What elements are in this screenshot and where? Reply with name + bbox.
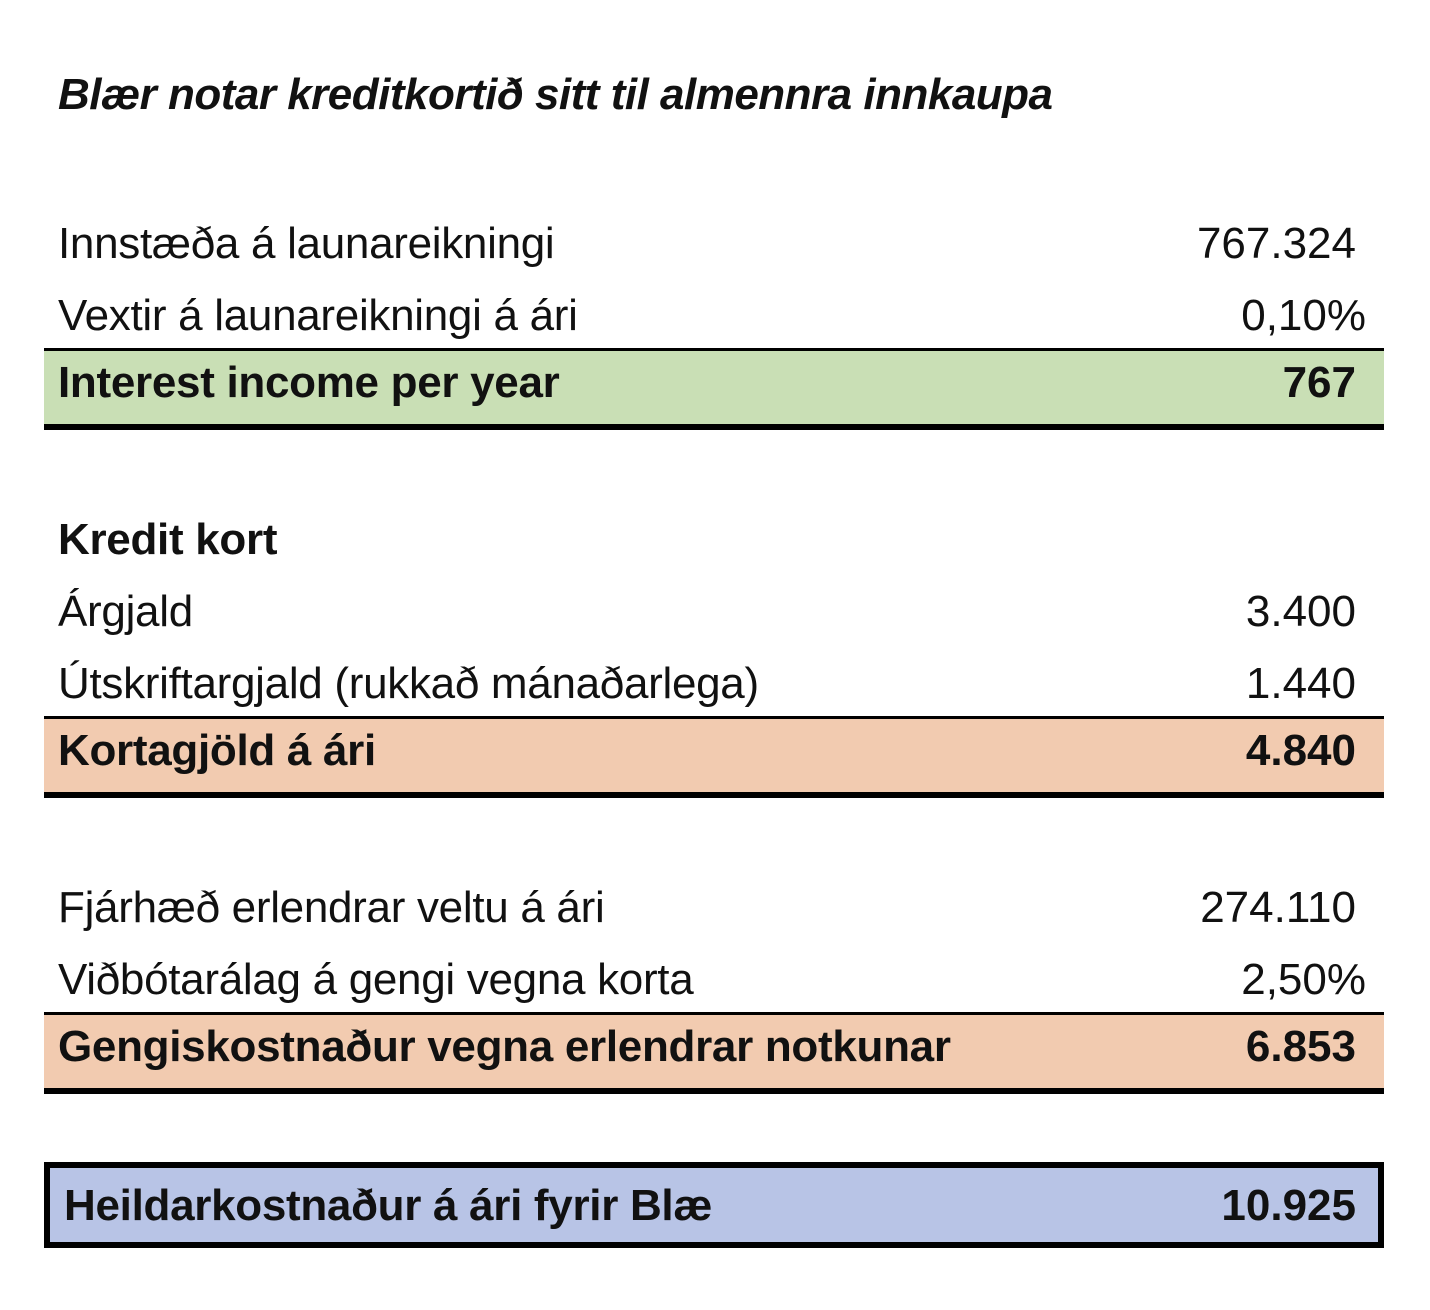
grand-total-value: 10.925 xyxy=(1221,1181,1356,1230)
credit-card-heading: Kredit kort xyxy=(58,515,278,564)
fx-cost-total-row[interactable] xyxy=(44,1012,1384,1094)
balance-label: Innstæða á launareikningi xyxy=(58,219,555,268)
annual-fee-row[interactable] xyxy=(44,576,1384,648)
balance-row[interactable] xyxy=(44,208,1384,280)
foreign-turnover-label: Fjárhæð erlendrar veltu á ári xyxy=(58,883,605,932)
fx-markup-value: 2,50% xyxy=(1241,955,1366,1004)
interest-income-value: 767 xyxy=(1282,358,1356,407)
grand-total-row[interactable] xyxy=(44,1162,1384,1248)
interest-rate-row[interactable] xyxy=(44,280,1384,352)
statement-fee-label: Útskriftargjald (rukkað mánaðarlega) xyxy=(58,659,759,708)
card-fees-total-row[interactable] xyxy=(44,716,1384,798)
credit-card-heading-row[interactable] xyxy=(44,504,1384,576)
fx-cost-total-value: 6.853 xyxy=(1245,1022,1356,1071)
interest-rate-value: 0,10% xyxy=(1241,291,1366,340)
annual-fee-label: Árgjald xyxy=(58,587,193,636)
interest-rate-label: Vextir á launareikningi á ári xyxy=(58,291,578,340)
card-fees-total-value: 4.840 xyxy=(1245,726,1356,775)
annual-fee-value: 3.400 xyxy=(1245,587,1356,636)
fx-markup-row[interactable] xyxy=(44,944,1384,1016)
interest-income-label: Interest income per year xyxy=(58,358,560,407)
foreign-turnover-row[interactable] xyxy=(44,872,1384,944)
foreign-turnover-value: 274.110 xyxy=(1200,883,1356,932)
grand-total-label: Heildarkostnaður á ári fyrir Blæ xyxy=(64,1181,713,1230)
interest-income-total-row[interactable] xyxy=(44,348,1384,430)
statement-fee-row[interactable] xyxy=(44,648,1384,720)
statement-fee-value: 1.440 xyxy=(1245,659,1356,708)
balance-value: 767.324 xyxy=(1196,219,1356,268)
card-fees-total-label: Kortagjöld á ári xyxy=(58,726,376,775)
sheet-title: Blær notar kreditkortið sitt til almennra innkaupa xyxy=(58,70,1053,119)
fx-markup-label: Viðbótarálag á gengi vegna korta xyxy=(58,955,694,1004)
fx-cost-total-label: Gengiskostnaður vegna erlendrar notkunar xyxy=(58,1022,951,1071)
